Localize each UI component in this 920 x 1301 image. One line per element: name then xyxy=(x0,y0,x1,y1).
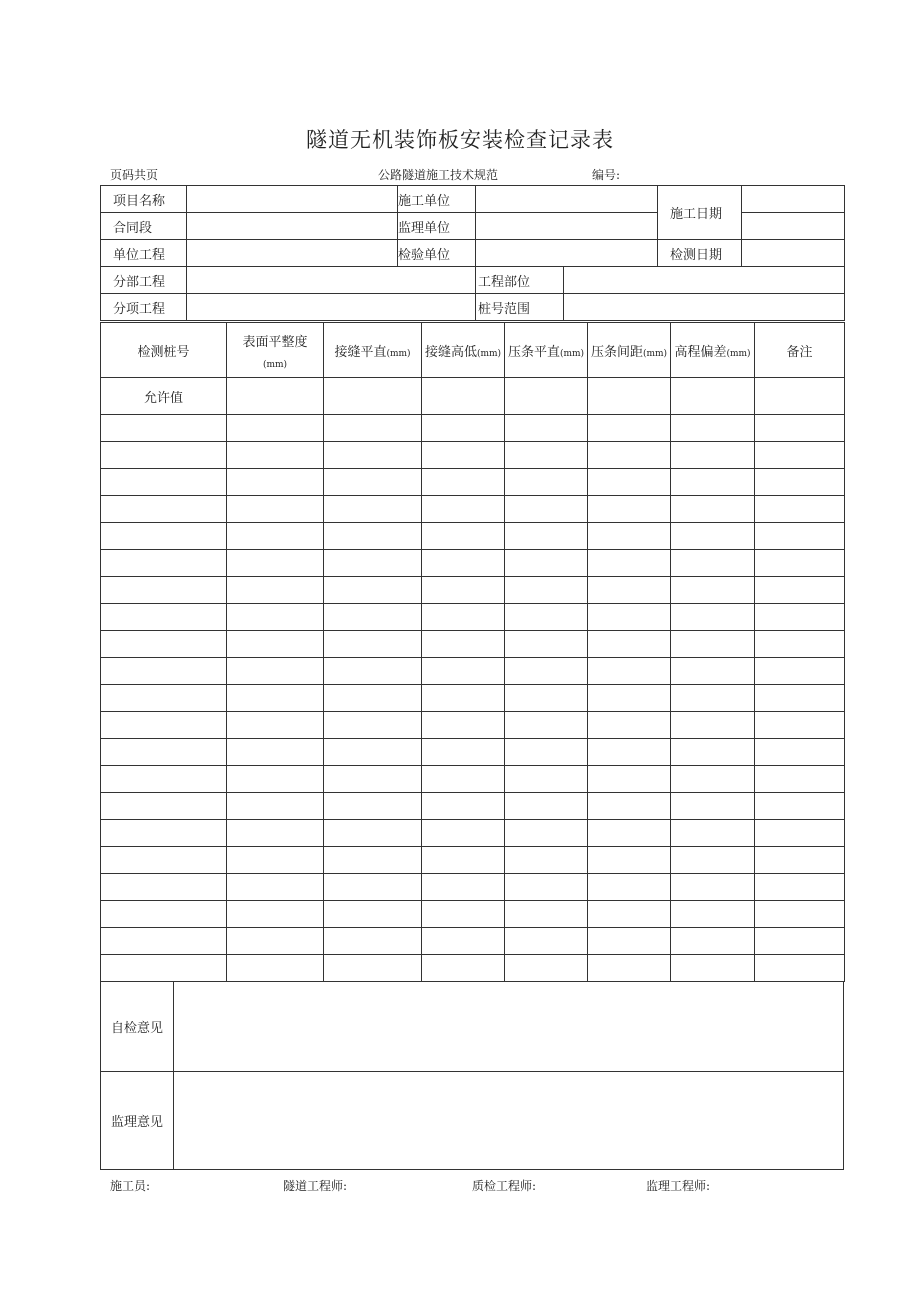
division-project-label: 分部工程 xyxy=(101,267,187,294)
inspection-unit-field[interactable] xyxy=(476,240,658,267)
tunnel-engineer-signature: 隧道工程师: xyxy=(283,1179,348,1193)
table-cell[interactable] xyxy=(227,712,324,739)
table-cell[interactable] xyxy=(101,712,227,739)
table-cell[interactable] xyxy=(671,739,755,766)
table-cell[interactable] xyxy=(422,685,505,712)
table-cell[interactable] xyxy=(505,712,588,739)
supervision-opinion-label: 监理意见 xyxy=(101,1072,174,1170)
unit-project-field[interactable] xyxy=(187,240,398,267)
unit-label: (mm) xyxy=(726,348,751,359)
table-cell[interactable] xyxy=(324,658,422,685)
contract-section-field[interactable] xyxy=(187,213,398,240)
table-cell[interactable] xyxy=(227,523,324,550)
table-cell[interactable] xyxy=(671,712,755,739)
table-cell[interactable] xyxy=(755,631,845,658)
table-row xyxy=(101,415,845,442)
table-cell[interactable] xyxy=(755,496,845,523)
table-cell[interactable] xyxy=(588,577,671,604)
table-cell[interactable] xyxy=(101,874,227,901)
table-cell[interactable] xyxy=(505,577,588,604)
spec-reference: 公路隧道施工技术规范 xyxy=(378,168,499,182)
table-row xyxy=(101,577,845,604)
division-project-field[interactable] xyxy=(187,267,476,294)
table-cell[interactable] xyxy=(588,378,671,415)
table-cell[interactable] xyxy=(227,378,324,415)
table-cell[interactable] xyxy=(671,820,755,847)
table-cell[interactable] xyxy=(755,901,845,928)
table-cell[interactable] xyxy=(324,928,422,955)
supervision-unit-field[interactable] xyxy=(476,213,658,240)
table-row xyxy=(101,820,845,847)
table-cell[interactable] xyxy=(422,415,505,442)
table-cell[interactable] xyxy=(324,793,422,820)
table-row xyxy=(101,874,845,901)
table-cell[interactable] xyxy=(588,442,671,469)
table-cell[interactable] xyxy=(588,793,671,820)
table-row xyxy=(101,712,845,739)
table-cell[interactable] xyxy=(505,766,588,793)
unit-label: (mm) xyxy=(559,348,585,359)
table-cell[interactable] xyxy=(227,550,324,577)
table-cell[interactable] xyxy=(505,604,588,631)
table-cell[interactable] xyxy=(324,415,422,442)
header-flatness-unit: (mm) xyxy=(262,359,288,370)
table-cell[interactable] xyxy=(324,550,422,577)
table-cell[interactable] xyxy=(101,604,227,631)
supervision-opinion-field[interactable] xyxy=(174,1072,844,1170)
table-row xyxy=(101,847,845,874)
table-cell[interactable] xyxy=(671,766,755,793)
table-cell[interactable] xyxy=(755,739,845,766)
table-cell[interactable] xyxy=(422,523,505,550)
table-cell[interactable] xyxy=(422,631,505,658)
table-cell[interactable] xyxy=(755,874,845,901)
table-row xyxy=(101,442,845,469)
table-cell[interactable] xyxy=(505,523,588,550)
construction-date-label: 施工日期 xyxy=(658,186,742,240)
info-table xyxy=(100,185,845,321)
table-row xyxy=(101,523,845,550)
table-row xyxy=(101,928,845,955)
table-cell[interactable] xyxy=(101,550,227,577)
table-cell[interactable] xyxy=(755,793,845,820)
construction-date-field[interactable] xyxy=(742,186,845,213)
form-number-label: 编号: xyxy=(592,168,621,182)
table-cell[interactable] xyxy=(227,496,324,523)
table-cell[interactable] xyxy=(324,604,422,631)
table-cell[interactable] xyxy=(422,378,505,415)
unit-label: (mm) xyxy=(386,348,411,359)
table-cell[interactable] xyxy=(324,442,422,469)
header-strip-spacing-label: 压条间距 xyxy=(590,344,643,360)
table-cell[interactable] xyxy=(505,658,588,685)
header-joint-height-label: 接缝高低 xyxy=(424,344,477,360)
table-cell[interactable] xyxy=(422,577,505,604)
engineering-dept-field[interactable] xyxy=(564,267,845,294)
table-cell[interactable] xyxy=(755,658,845,685)
header-flatness-label: 表面平整度 xyxy=(242,334,308,350)
table-cell[interactable] xyxy=(324,847,422,874)
table-cell[interactable] xyxy=(101,847,227,874)
table-cell[interactable] xyxy=(505,378,588,415)
table-cell[interactable] xyxy=(101,793,227,820)
table-cell[interactable] xyxy=(671,928,755,955)
table-cell[interactable] xyxy=(755,604,845,631)
table-cell[interactable] xyxy=(324,577,422,604)
table-cell[interactable] xyxy=(505,550,588,577)
table-cell[interactable] xyxy=(755,577,845,604)
table-cell[interactable] xyxy=(588,523,671,550)
table-cell[interactable] xyxy=(422,955,505,982)
table-cell[interactable] xyxy=(101,928,227,955)
table-cell[interactable] xyxy=(755,928,845,955)
table-cell[interactable] xyxy=(101,820,227,847)
allowable-row xyxy=(101,378,845,415)
table-cell[interactable] xyxy=(227,658,324,685)
table-cell[interactable] xyxy=(588,712,671,739)
page-title: 隧道无机装饰板安装检查记录表 xyxy=(306,128,614,152)
table-cell[interactable] xyxy=(505,874,588,901)
table-cell[interactable] xyxy=(324,874,422,901)
table-cell[interactable] xyxy=(324,766,422,793)
table-cell[interactable] xyxy=(101,496,227,523)
table-cell[interactable] xyxy=(588,685,671,712)
table-cell[interactable] xyxy=(422,766,505,793)
table-cell[interactable] xyxy=(101,631,227,658)
table-cell[interactable] xyxy=(588,469,671,496)
engineering-dept-label: 工程部位 xyxy=(476,267,564,294)
table-cell[interactable] xyxy=(324,955,422,982)
table-cell[interactable] xyxy=(671,847,755,874)
table-cell[interactable] xyxy=(755,442,845,469)
table-cell[interactable] xyxy=(101,739,227,766)
self-check-label: 自检意见 xyxy=(101,982,174,1072)
table-header-row xyxy=(101,323,845,378)
table-cell[interactable] xyxy=(324,631,422,658)
header-strip-straight xyxy=(505,323,588,378)
table-cell[interactable] xyxy=(505,415,588,442)
table-cell[interactable] xyxy=(227,469,324,496)
station-range-label: 桩号范围 xyxy=(476,294,564,321)
table-cell[interactable] xyxy=(324,739,422,766)
table-cell[interactable] xyxy=(324,496,422,523)
table-cell[interactable] xyxy=(101,766,227,793)
item-project-field[interactable] xyxy=(187,294,476,321)
inspection-date-label: 检测日期 xyxy=(658,240,742,267)
table-cell[interactable] xyxy=(671,658,755,685)
table-row xyxy=(101,793,845,820)
table-cell[interactable] xyxy=(671,415,755,442)
table-cell[interactable] xyxy=(671,631,755,658)
table-cell[interactable] xyxy=(227,604,324,631)
header-joint-height xyxy=(422,323,505,378)
supervision-unit-label: 监理单位 xyxy=(398,213,476,240)
table-cell[interactable] xyxy=(588,874,671,901)
table-row xyxy=(101,955,845,982)
table-cell[interactable] xyxy=(671,793,755,820)
inspection-table xyxy=(100,322,845,982)
table-cell[interactable] xyxy=(227,577,324,604)
table-cell[interactable] xyxy=(101,523,227,550)
table-cell[interactable] xyxy=(505,442,588,469)
table-cell[interactable] xyxy=(671,442,755,469)
table-cell[interactable] xyxy=(588,847,671,874)
table-cell[interactable] xyxy=(505,469,588,496)
table-cell[interactable] xyxy=(505,496,588,523)
table-row xyxy=(101,469,845,496)
table-cell[interactable] xyxy=(227,793,324,820)
table-cell[interactable] xyxy=(422,739,505,766)
table-cell[interactable] xyxy=(755,847,845,874)
table-cell[interactable] xyxy=(422,901,505,928)
unit-label: (mm) xyxy=(642,348,668,359)
item-project-label: 分项工程 xyxy=(101,294,187,321)
table-cell[interactable] xyxy=(588,955,671,982)
header-elevation-dev-label: 高程偏差 xyxy=(674,344,727,360)
table-cell[interactable] xyxy=(671,955,755,982)
table-cell[interactable] xyxy=(422,469,505,496)
table-cell[interactable] xyxy=(422,550,505,577)
construction-unit-field[interactable] xyxy=(476,186,658,213)
table-cell[interactable] xyxy=(755,378,845,415)
table-cell[interactable] xyxy=(588,631,671,658)
table-cell[interactable] xyxy=(227,847,324,874)
table-cell[interactable] xyxy=(671,685,755,712)
table-cell[interactable] xyxy=(324,901,422,928)
table-cell[interactable] xyxy=(671,577,755,604)
table-cell[interactable] xyxy=(755,955,845,982)
table-cell[interactable] xyxy=(324,523,422,550)
table-row xyxy=(101,739,845,766)
header-strip-straight-label: 压条平直 xyxy=(507,344,560,360)
table-cell[interactable] xyxy=(101,658,227,685)
contract-section-label: 合同段 xyxy=(101,213,187,240)
table-cell[interactable] xyxy=(671,550,755,577)
table-cell[interactable] xyxy=(324,469,422,496)
header-flatness xyxy=(227,323,324,378)
table-cell[interactable] xyxy=(588,415,671,442)
table-cell[interactable] xyxy=(101,901,227,928)
construction-unit-label: 施工单位 xyxy=(398,186,476,213)
table-cell[interactable] xyxy=(671,496,755,523)
qc-engineer-signature: 质检工程师: xyxy=(472,1179,537,1193)
table-cell[interactable] xyxy=(422,712,505,739)
inspection-unit-label: 检验单位 xyxy=(398,240,476,267)
table-cell[interactable] xyxy=(505,685,588,712)
opinion-table xyxy=(100,981,844,1170)
supervision-engineer-signature: 监理工程师: xyxy=(646,1179,711,1193)
unit-label: (mm) xyxy=(476,348,502,359)
table-row xyxy=(101,604,845,631)
table-cell[interactable] xyxy=(588,901,671,928)
header-station: 检测桩号 xyxy=(101,323,227,378)
table-cell[interactable] xyxy=(324,378,422,415)
table-cell[interactable] xyxy=(755,415,845,442)
table-cell[interactable] xyxy=(422,874,505,901)
table-cell[interactable] xyxy=(671,469,755,496)
table-cell[interactable] xyxy=(422,793,505,820)
table-cell[interactable] xyxy=(671,901,755,928)
table-cell[interactable] xyxy=(227,685,324,712)
table-cell[interactable] xyxy=(422,820,505,847)
table-cell[interactable] xyxy=(422,496,505,523)
table-cell[interactable] xyxy=(227,415,324,442)
table-cell[interactable] xyxy=(227,766,324,793)
table-cell[interactable] xyxy=(588,550,671,577)
table-cell[interactable] xyxy=(588,739,671,766)
unit-project-label: 单位工程 xyxy=(101,240,187,267)
table-cell[interactable] xyxy=(671,874,755,901)
table-cell[interactable] xyxy=(324,712,422,739)
table-cell[interactable] xyxy=(505,928,588,955)
table-row xyxy=(101,685,845,712)
table-row xyxy=(101,901,845,928)
table-cell[interactable] xyxy=(101,577,227,604)
table-cell[interactable] xyxy=(227,901,324,928)
table-cell[interactable] xyxy=(101,469,227,496)
constructor-signature: 施工员: xyxy=(110,1179,151,1193)
table-cell[interactable] xyxy=(227,928,324,955)
table-cell[interactable] xyxy=(422,604,505,631)
construction-date-field-2[interactable] xyxy=(742,213,845,240)
table-cell[interactable] xyxy=(755,469,845,496)
table-cell[interactable] xyxy=(505,820,588,847)
self-check-field[interactable] xyxy=(174,982,844,1072)
table-cell[interactable] xyxy=(755,820,845,847)
header-elevation-dev xyxy=(671,323,755,378)
table-cell[interactable] xyxy=(505,847,588,874)
allowable-label: 允许值 xyxy=(101,378,227,415)
table-cell[interactable] xyxy=(755,550,845,577)
station-range-field[interactable] xyxy=(564,294,845,321)
table-cell[interactable] xyxy=(588,496,671,523)
inspection-date-field[interactable] xyxy=(742,240,845,267)
table-cell[interactable] xyxy=(227,820,324,847)
table-cell[interactable] xyxy=(755,685,845,712)
table-cell[interactable] xyxy=(505,739,588,766)
table-cell[interactable] xyxy=(588,766,671,793)
table-row xyxy=(101,766,845,793)
header-joint-straight xyxy=(324,323,422,378)
table-cell[interactable] xyxy=(505,793,588,820)
table-cell[interactable] xyxy=(505,955,588,982)
table-cell[interactable] xyxy=(101,955,227,982)
table-cell[interactable] xyxy=(755,523,845,550)
table-cell[interactable] xyxy=(505,631,588,658)
project-name-field[interactable] xyxy=(187,186,398,213)
table-cell[interactable] xyxy=(422,847,505,874)
table-cell[interactable] xyxy=(324,685,422,712)
table-cell[interactable] xyxy=(755,712,845,739)
table-cell[interactable] xyxy=(227,631,324,658)
table-cell[interactable] xyxy=(227,442,324,469)
table-row xyxy=(101,658,845,685)
table-cell[interactable] xyxy=(755,766,845,793)
page-count: 页码共页 xyxy=(110,168,159,182)
table-cell[interactable] xyxy=(101,442,227,469)
table-cell[interactable] xyxy=(671,378,755,415)
table-cell[interactable] xyxy=(422,928,505,955)
table-cell[interactable] xyxy=(671,523,755,550)
table-cell[interactable] xyxy=(588,658,671,685)
table-cell[interactable] xyxy=(505,901,588,928)
table-cell[interactable] xyxy=(588,820,671,847)
table-cell[interactable] xyxy=(227,955,324,982)
table-cell[interactable] xyxy=(227,874,324,901)
table-row xyxy=(101,496,845,523)
table-cell[interactable] xyxy=(324,820,422,847)
table-cell[interactable] xyxy=(588,604,671,631)
header-strip-spacing xyxy=(588,323,671,378)
table-row xyxy=(101,550,845,577)
project-name-label: 项目名称 xyxy=(101,186,187,213)
table-cell[interactable] xyxy=(588,928,671,955)
header-joint-straight-label: 接缝平直 xyxy=(334,344,387,360)
table-cell[interactable] xyxy=(227,739,324,766)
header-remarks: 备注 xyxy=(755,323,845,378)
table-cell[interactable] xyxy=(422,442,505,469)
table-row xyxy=(101,631,845,658)
table-cell[interactable] xyxy=(101,685,227,712)
table-cell[interactable] xyxy=(101,415,227,442)
table-cell[interactable] xyxy=(671,604,755,631)
table-cell[interactable] xyxy=(422,658,505,685)
